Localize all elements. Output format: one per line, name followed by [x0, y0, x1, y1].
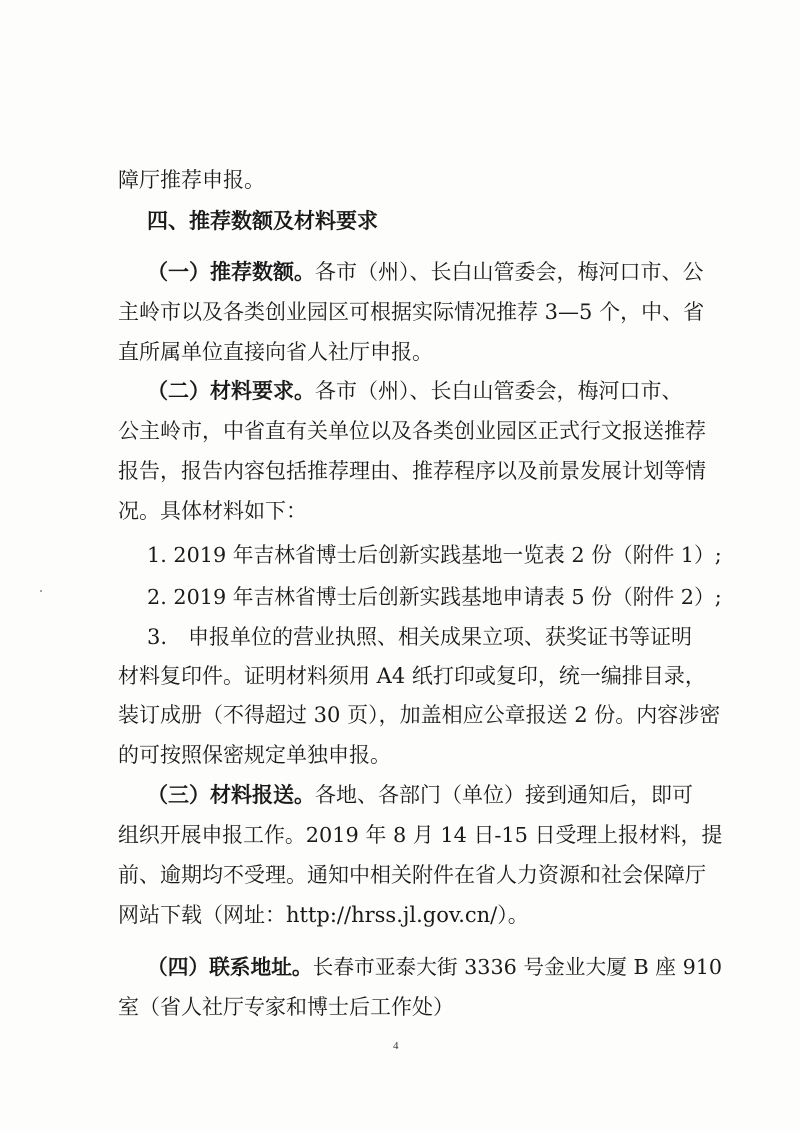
- line-text: 2. 2019 年吉林省博士后创新实践基地申请表 5 份（附件 2）;: [147, 585, 722, 609]
- page-number: 4: [393, 1040, 399, 1052]
- paragraph-3-line-3: [118, 865, 706, 886]
- list-item-3-line-1: [147, 627, 692, 648]
- paragraph-2-line-3: [118, 461, 706, 482]
- scan-speck: [40, 590, 42, 592]
- line-text: 各地、各部门（单位）接到通知后，即可: [315, 783, 693, 807]
- paragraph-lead: （二）材料要求。: [147, 379, 315, 403]
- paragraph-lead: （四）联系地址。: [147, 955, 313, 979]
- line-text: 室（省人社厅专家和博士后工作处）: [118, 995, 454, 1019]
- line-text: 3. 申报单位的营业执照、相关成果立项、获奖证书等证明: [147, 625, 693, 649]
- list-item-3-line-3: [118, 705, 720, 726]
- paragraph-3-line-1: [147, 785, 693, 806]
- line-text: 材料复印件。证明材料须用 A4 纸打印或复印，统一编排目录，: [118, 664, 706, 688]
- paragraph-2-line-2: [118, 421, 706, 442]
- paragraph-3-line-2: [118, 825, 722, 846]
- line-text: 前、逾期均不受理。通知中相关附件在省人力资源和社会保障厅: [118, 863, 706, 887]
- line-text: 公主岭市，中省直有关单位以及各类创业园区正式行文报送推荐: [118, 419, 706, 443]
- line-text: 报告，报告内容包括推荐理由、推荐程序以及前景发展计划等情: [118, 459, 706, 483]
- line-text: 各市（州）、长白山管委会，梅河口市、: [315, 379, 683, 403]
- line-text: 1. 2019 年吉林省博士后创新实践基地一览表 2 份（附件 1）;: [147, 543, 722, 567]
- list-item-1: [147, 545, 722, 566]
- paragraph-2-line-1: [147, 381, 683, 402]
- line-text: 装订成册（不得超过 30 页），加盖相应公章报送 2 份。内容涉密: [118, 703, 721, 727]
- paragraph-4-line-1: [147, 957, 722, 978]
- line-text: 各市（州）、长白山管委会，梅河口市、公: [315, 260, 704, 284]
- line-text: 长春市亚泰大街 3336 号金业大厦 B 座 910: [312, 955, 723, 979]
- line-text: 直所属单位直接向省人社厅申报。: [118, 340, 433, 364]
- list-item-3-line-2: [118, 666, 706, 687]
- line-text: 四、推荐数额及材料要求: [147, 209, 378, 233]
- line-text: 的可按照保密规定单独申报。: [118, 743, 391, 767]
- line-text: 障厅推荐申报。: [118, 168, 265, 192]
- text-line-1: [118, 170, 265, 191]
- line-text: 组织开展申报工作。2019 年 8 月 14 日-15 日受理上报材料，提: [118, 823, 723, 847]
- paragraph-3-line-4: [118, 905, 529, 926]
- paragraph-1-line-2: [118, 302, 704, 323]
- paragraph-4-line-2: [118, 997, 454, 1018]
- list-item-3-line-4: [118, 745, 391, 766]
- paragraph-lead: （一）推荐数额。: [147, 260, 315, 284]
- paragraph-lead: （三）材料报送。: [147, 783, 315, 807]
- paragraph-1-line-1: [147, 262, 704, 283]
- line-text: 网站下载（网址：http://hrss.jl.gov.cn/）。: [118, 903, 529, 927]
- line-text: 况。具体材料如下：: [118, 499, 307, 523]
- paragraph-1-line-3: [118, 342, 433, 363]
- section-heading: [147, 211, 378, 232]
- paragraph-2-line-4: [118, 501, 307, 522]
- list-item-2: [147, 587, 722, 608]
- line-text: 主岭市以及各类创业园区可根据实际情况推荐 3—5 个，中、省: [118, 300, 705, 324]
